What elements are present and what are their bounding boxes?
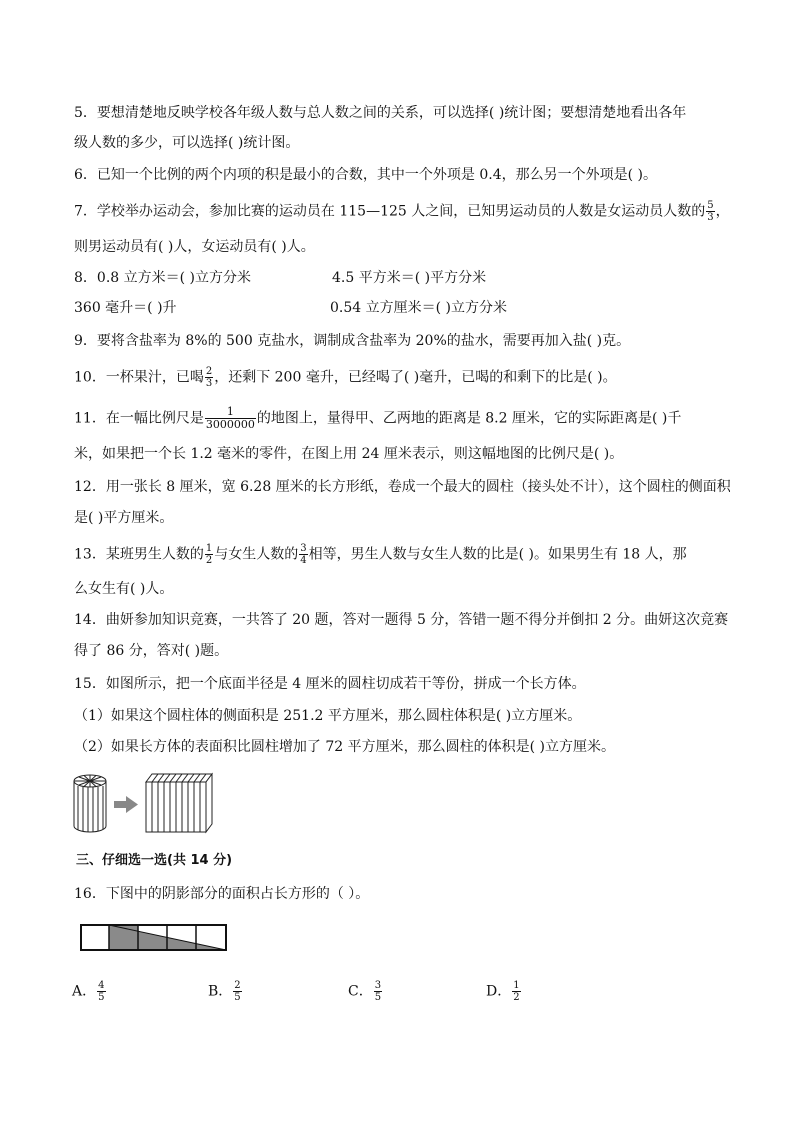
option-a-den: 5 bbox=[98, 992, 105, 1003]
q11-line2: 米，如果把一个长 1.2 毫米的零件，在图上用 24 厘米表示，则这幅地图的比例尺是( )。 bbox=[74, 446, 624, 462]
cylinder-shape bbox=[74, 775, 106, 832]
q9-line1: 9．要将含盐率为 8%的 500 克盐水，调制成含盐率为 20%的盐水，需要再加入盐( )克。 bbox=[74, 333, 631, 349]
q13-fraction-1 bbox=[205, 543, 213, 566]
q10-line1 bbox=[74, 366, 617, 389]
option-d-num: 1 bbox=[513, 980, 520, 991]
q7-frac-num: 5 bbox=[707, 200, 714, 211]
option-d[interactable] bbox=[486, 980, 522, 1003]
q13-f1-num: 1 bbox=[205, 543, 213, 554]
q11-frac-num: 1 bbox=[205, 406, 256, 419]
q7-text-b: ， bbox=[715, 203, 730, 220]
option-a[interactable] bbox=[72, 980, 107, 1003]
q11-frac-den: 3000000 bbox=[205, 418, 255, 431]
q13-f2-den: 4 bbox=[300, 555, 307, 566]
q11-line1 bbox=[74, 406, 681, 431]
q11-text-a: 11．在一幅比例尺是 bbox=[74, 410, 204, 427]
q12-line2: 是( )平方厘米。 bbox=[74, 510, 174, 526]
q14-line1: 14．曲妍参加知识竞赛，一共答了 20 题，答对一题得 5 分，答错一题不得分并倒扣 2 分。曲妍这次竞赛 bbox=[74, 612, 729, 628]
q7-line2: 则男运动员有( )人，女运动员有( )人。 bbox=[74, 239, 315, 255]
section-3-title: 三、仔细选一选(共 14 分) bbox=[76, 853, 233, 868]
q13-f2-num: 3 bbox=[300, 543, 307, 554]
q10-fraction bbox=[205, 366, 213, 389]
q13-text-b: 与女生人数的 bbox=[214, 546, 299, 563]
q13-f1-den: 2 bbox=[205, 555, 213, 566]
option-d-den: 2 bbox=[513, 992, 520, 1003]
q8-b: 4.5 平方米＝( )平方分米 bbox=[332, 270, 487, 286]
q5-line2: 级人数的多少，可以选择( )统计图。 bbox=[74, 135, 300, 151]
q11-fraction bbox=[205, 406, 256, 431]
q15-sub1: （1）如果这个圆柱体的侧面积是 251.2 平方厘米，那么圆柱体积是( )立方厘米。 bbox=[74, 708, 582, 724]
option-b-label: B． bbox=[208, 983, 233, 1000]
option-c-den: 5 bbox=[374, 992, 382, 1003]
option-c-label: C． bbox=[348, 983, 373, 1000]
q7-fraction bbox=[706, 200, 714, 223]
q14-line2: 得了 86 分，答对( )题。 bbox=[74, 643, 229, 659]
option-b-num: 2 bbox=[234, 980, 241, 991]
q15-sub2: （2）如果长方体的表面积比圆柱增加了 72 平方厘米，那么圆柱的体积是( )立方厘米。 bbox=[74, 739, 615, 755]
q13-text-a: 13．某班男生人数的 bbox=[74, 546, 204, 563]
option-a-num: 4 bbox=[98, 980, 105, 991]
q12-line1: 12．用一张长 8 厘米，宽 6.28 厘米的长方形纸，卷成一个最大的圆柱（接头处不计），这个圆柱的侧面积 bbox=[74, 479, 731, 495]
q15-line1: 15．如图所示，把一个底面半径是 4 厘米的圆柱切成若干等份，拼成一个长方体。 bbox=[74, 676, 586, 692]
cylinder-to-cuboid-figure bbox=[72, 768, 217, 836]
q10-text-b: ，还剩下 200 毫升，已经喝了( )毫升，已喝的和剩下的比是( )。 bbox=[214, 369, 617, 386]
q10-frac-num: 2 bbox=[205, 366, 213, 377]
q8-c: 360 毫升＝( )升 bbox=[74, 300, 177, 316]
q10-frac-den: 3 bbox=[205, 378, 213, 389]
arrow-icon bbox=[114, 796, 138, 813]
shaded-rectangle-figure bbox=[80, 924, 228, 952]
q7-text-a: 7．学校举办运动会，参加比赛的运动员在 115—125 人之间，已知男运动员的人数是女运动员人数的 bbox=[74, 203, 706, 220]
option-a-fraction bbox=[97, 980, 105, 1003]
option-b-den: 5 bbox=[234, 992, 241, 1003]
q13-text-c: 相等，男生人数与女生人数的比是( )。如果男生有 18 人，那 bbox=[308, 546, 687, 563]
option-b[interactable] bbox=[208, 980, 243, 1003]
q6-line1: 6．已知一个比例的两个内项的积是最小的合数，其中一个外项是 0.4，那么另一个外项是( )。 bbox=[74, 167, 657, 183]
cuboid-shape bbox=[146, 774, 212, 832]
q10-text-a: 10．一杯果汁，已喝 bbox=[74, 369, 204, 386]
q13-line1 bbox=[74, 543, 687, 566]
q16-line1: 16．下图中的阴影部分的面积占长方形的（ ）。 bbox=[74, 886, 370, 902]
q8-d: 0.54 立方厘米＝( )立方分米 bbox=[330, 300, 507, 316]
option-d-label: D． bbox=[486, 983, 512, 1000]
option-b-fraction bbox=[233, 980, 241, 1003]
option-d-fraction bbox=[512, 980, 520, 1003]
q7-frac-den: 3 bbox=[707, 212, 714, 223]
option-c[interactable] bbox=[348, 980, 383, 1003]
option-c-fraction bbox=[374, 980, 382, 1003]
shaded-cell-2 bbox=[109, 925, 138, 950]
q11-text-b: 的地图上，量得甲、乙两地的距离是 8.2 厘米，它的实际距离是( )千 bbox=[256, 410, 682, 427]
q13-fraction-2 bbox=[299, 543, 307, 566]
q13-line2: 么女生有( )人。 bbox=[74, 581, 174, 597]
q5-line1: 5．要想清楚地反映学校各年级人数与总人数之间的关系，可以选择( )统计图；要想清楚地看出各年 bbox=[74, 105, 687, 121]
option-a-label: A． bbox=[72, 983, 97, 1000]
q7-line1 bbox=[74, 200, 730, 223]
option-c-num: 3 bbox=[374, 980, 382, 991]
q8-a: 8．0.8 立方米＝( )立方分米 bbox=[74, 270, 251, 286]
